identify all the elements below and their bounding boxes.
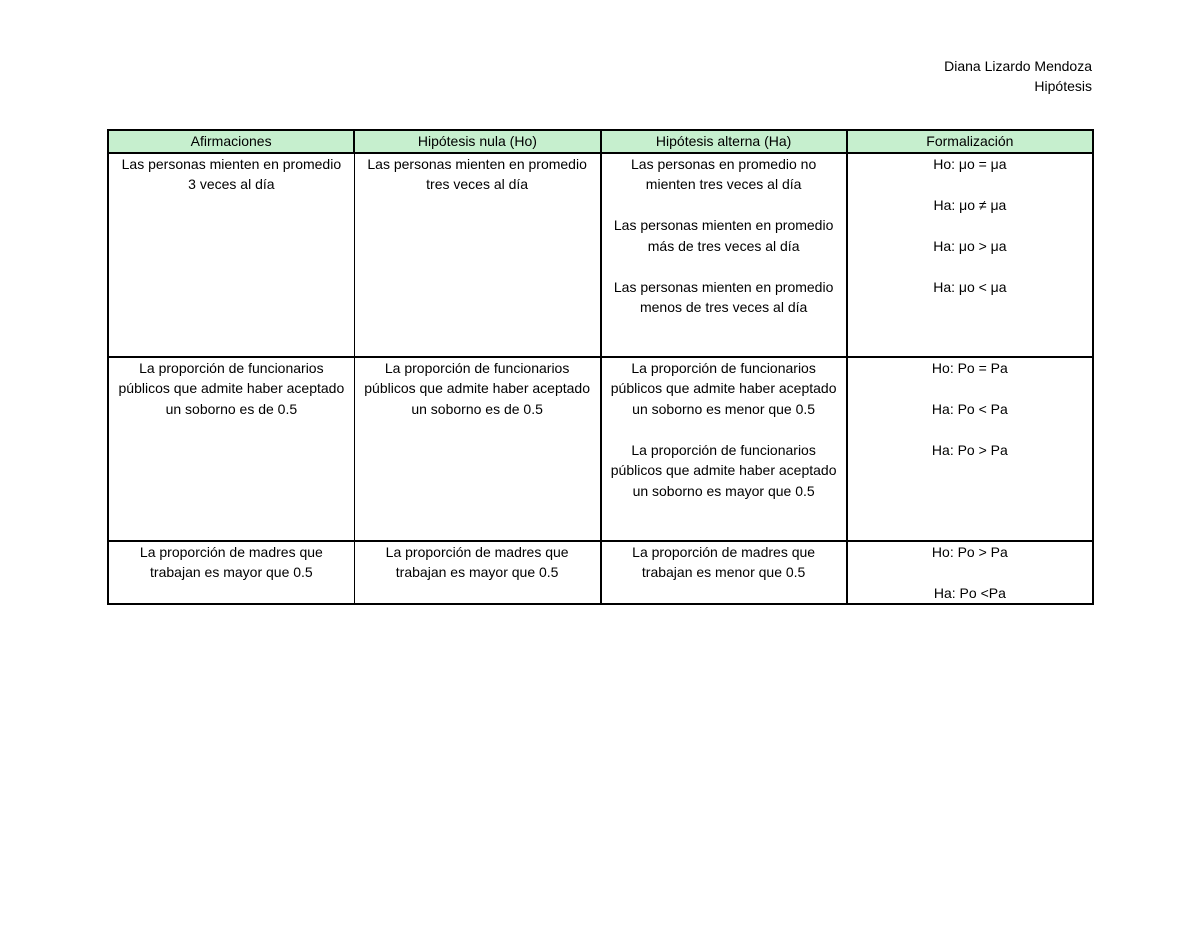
author-name: Diana Lizardo Mendoza — [944, 58, 1092, 74]
cell-text: Las personas mienten en promedio 3 veces al día — [121, 155, 342, 192]
cell-text: Las personas mienten en promedio tres veces al día — [367, 155, 587, 192]
cell-formalizacion — [847, 541, 1093, 605]
column-header-formalizacion: Formalización — [847, 130, 1093, 153]
formula: Ho: μo = μa — [933, 155, 1007, 172]
column-header-afirmaciones: Afirmaciones — [108, 130, 354, 153]
cell-nula — [354, 153, 600, 357]
formula: Ha: Po < Pa — [931, 400, 1008, 417]
cell-nula — [354, 541, 600, 605]
cell-text: Las personas mienten en promedio menos de tres veces al día — [613, 278, 834, 315]
page-header — [944, 56, 1092, 96]
formula: Ho: Po = Pa — [931, 359, 1008, 376]
cell-alterna — [601, 153, 847, 357]
cell-text: La proporción de madres que trabajan es menor que 0.5 — [632, 543, 816, 580]
cell-afirmacion — [108, 541, 354, 605]
cell-afirmacion — [108, 357, 354, 541]
formula: Ha: μo ≠ μa — [933, 196, 1007, 213]
formula: Ha: μo < μa — [933, 278, 1007, 295]
cell-text: La proporción de funcionarios públicos que admite haber aceptado un soborno es de 0.5 — [364, 359, 590, 417]
cell-text: Las personas mienten en promedio más de tres veces al día — [613, 217, 834, 254]
document-title: Hipótesis — [1034, 78, 1092, 94]
formula: Ha: Po <Pa — [933, 584, 1006, 601]
formula: Ha: μo > μa — [933, 237, 1007, 254]
column-header-hipotesis-alterna: Hipótesis alterna (Ha) — [601, 130, 847, 153]
column-header-hipotesis-nula: Hipótesis nula (Ho) — [354, 130, 600, 153]
table-row — [108, 357, 1093, 541]
cell-nula — [354, 357, 600, 541]
table-row — [108, 541, 1093, 605]
cell-text: La proporción de funcionarios públicos que admite haber aceptado un soborno es de 0.5 — [118, 359, 345, 417]
cell-formalizacion — [847, 357, 1093, 541]
cell-text: La proporción de funcionarios públicos que admite haber aceptado un soborno es menor que 0.5 — [610, 359, 837, 417]
cell-formalizacion — [847, 153, 1093, 357]
table-header-row — [108, 130, 1093, 153]
formula: Ho: Po > Pa — [931, 543, 1008, 560]
table-row — [108, 153, 1093, 357]
cell-text: Las personas en promedio no mienten tres veces al día — [631, 155, 817, 192]
formula: Ha: Po > Pa — [931, 441, 1008, 458]
cell-text: La proporción de funcionarios públicos que admite haber aceptado un soborno es mayor que 0.5 — [610, 441, 837, 499]
cell-text: La proporción de madres que trabajan es mayor que 0.5 — [385, 543, 569, 580]
cell-text: La proporción de madres que trabajan es mayor que 0.5 — [139, 543, 323, 580]
cell-alterna — [601, 357, 847, 541]
hypothesis-table — [107, 129, 1094, 605]
cell-afirmacion — [108, 153, 354, 357]
cell-alterna — [601, 541, 847, 605]
